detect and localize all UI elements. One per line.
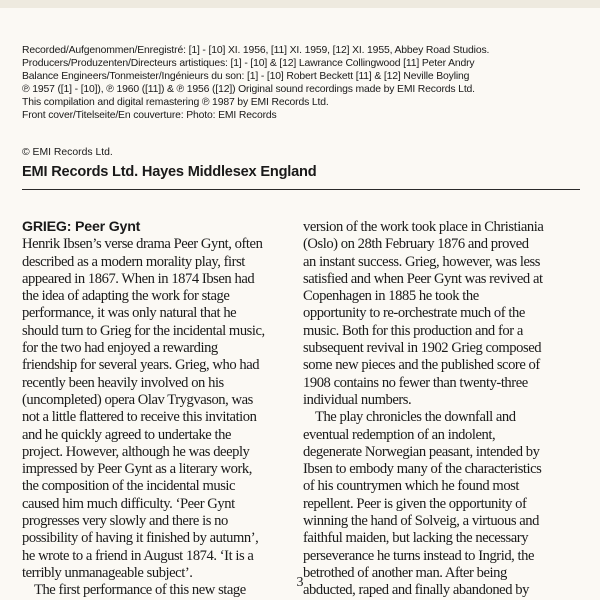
- text-line: Ibsen to embody many of the characteristics: [303, 461, 542, 478]
- credit-line-producers: Producers/Produzenten/Directeurs artistiques: [1] - [10] & [12] Lawrance Collingwood [11] Peter Andry: [22, 58, 475, 69]
- text-line: The play chronicles the downfall and: [315, 409, 516, 426]
- text-line: (uncompleted) opera Olav Trygvason, was: [22, 391, 253, 408]
- record-label-address: EMI Records Ltd. Hayes Middlesex England: [22, 164, 317, 180]
- text-line: friendship for several years. Grieg, who had: [22, 357, 260, 374]
- text-line: faithful maiden, but lacking the necessary: [303, 530, 529, 547]
- section-divider: [22, 189, 580, 190]
- text-line: Henrik Ibsen’s verse drama Peer Gynt, often: [22, 236, 263, 253]
- text-line: betrothed of another man. After being: [303, 564, 507, 581]
- text-line: satisfied and when Peer Gynt was revived at: [303, 270, 543, 287]
- article-column-right: [303, 219, 583, 600]
- text-line: music. Both for this production and for a: [303, 322, 523, 339]
- text-line: not a little flattered to receive this invitation: [22, 409, 257, 426]
- text-line: possibility of having it finished by autumn’,: [22, 530, 259, 547]
- text-line: perseverance he turns instead to Ingrid, the: [303, 547, 535, 564]
- text-line: eventual redemption of an indolent,: [303, 426, 496, 443]
- text-line: of his countrymen which he found most: [303, 478, 520, 495]
- text-line: described as a modern morality play, first: [22, 253, 245, 270]
- text-line: the idea of adapting the work for stage: [22, 288, 230, 305]
- text-line: (Oslo) on 28th February 1876 and proved: [303, 236, 529, 253]
- article-column-left: [22, 219, 292, 600]
- text-line: degenerate Norwegian peasant, intended by: [303, 443, 540, 460]
- copyright-notice: © EMI Records Ltd.: [22, 147, 113, 158]
- text-line: and he quickly agreed to undertake the: [22, 426, 232, 443]
- text-line: repellent. Peer is given the opportunity of: [303, 495, 527, 512]
- text-line: subsequent revival in 1902 Grieg composed: [303, 340, 542, 357]
- text-line: abducted, raped and finally abandoned by: [303, 582, 529, 599]
- text-line: winning the hand of Solveig, a virtuous and: [303, 513, 540, 530]
- top-decorative-bar: [0, 0, 600, 8]
- page-number: 3: [296, 575, 304, 590]
- recording-credits: [22, 44, 582, 122]
- text-line: opportunity to re-orchestrate much of the: [303, 305, 525, 322]
- credit-line-phonogram: ℗ 1957 ([1] - [10]), ℗ 1960 ([11]) & ℗ 1956 ([12]) Original sound recordings made by EMI Records Ltd.: [22, 84, 475, 95]
- text-line: version of the work took place in Christiania: [303, 219, 544, 235]
- text-line: for the two had enjoyed a rewarding: [22, 340, 218, 357]
- text-line: project. However, although he was deeply: [22, 443, 250, 460]
- text-line: impressed by Peer Gynt as a literary work,: [22, 461, 252, 478]
- text-line: 1908 contains no fewer than twenty-three: [303, 374, 528, 391]
- text-line: recently been heavily involved on his: [22, 374, 224, 391]
- text-line: appeared in 1867. When in 1874 Ibsen had: [22, 270, 255, 287]
- text-line: progresses very slowly and there is no: [22, 513, 228, 530]
- text-line: he wrote to a friend in August 1874. ‘It is a: [22, 547, 254, 564]
- text-line: terribly unmanageable subject’.: [22, 564, 193, 581]
- text-line: individual numbers.: [303, 391, 412, 408]
- text-line: The first performance of this new stage: [34, 582, 246, 599]
- text-line: some new pieces and the published score of: [303, 357, 540, 374]
- credit-line-recorded: Recorded/Aufgenommen/Enregistré: [1] - [10] XI. 1956, [11] XI. 1959, [12] XI. 1955, Abbey Road Studios.: [22, 45, 490, 56]
- text-line: the composition of the incidental music: [22, 478, 236, 495]
- text-line: should turn to Grieg for the incidental music,: [22, 322, 265, 339]
- article-heading: GRIEG: Peer Gynt: [22, 219, 141, 235]
- text-line: caused him much difficulty. ‘Peer Gynt: [22, 495, 235, 512]
- text-line: performance, it was only natural that he: [22, 305, 237, 322]
- text-line: an instant success. Grieg, however, was less: [303, 253, 540, 270]
- text-line: Copenhagen in 1885 he took the: [303, 288, 479, 305]
- credit-line-engineers: Balance Engineers/Tonmeister/Ingénieurs du son: [1] - [10] Robert Beckett [11] & [12] Neville Boyling: [22, 71, 470, 82]
- credit-line-cover: Front cover/Titelseite/En couverture: Photo: EMI Records: [22, 110, 277, 121]
- credit-line-compilation: This compilation and digital remastering ℗ 1987 by EMI Records Ltd.: [22, 97, 329, 108]
